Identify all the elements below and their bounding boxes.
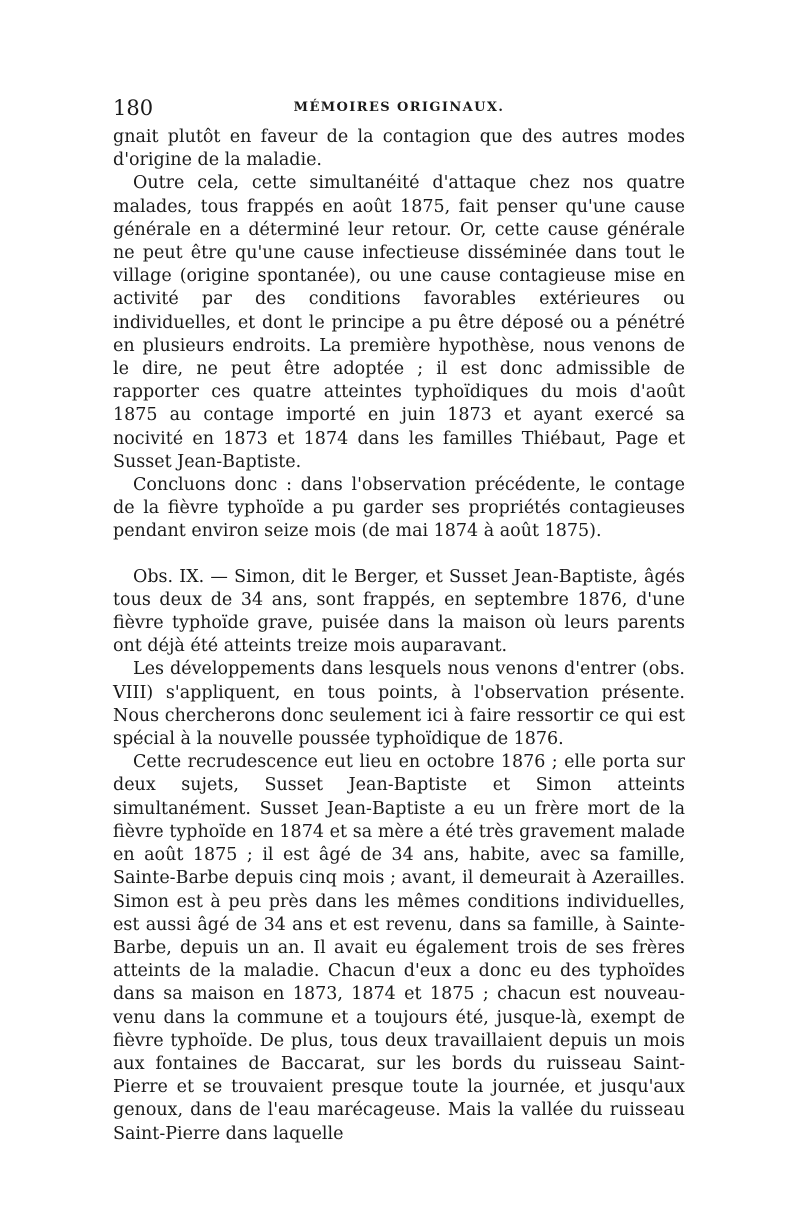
paragraph: Obs. IX. — Simon, dit le Berger, et Susset Jean-Baptiste, âgés tous deux de 34 ans, sont frappés, en septembre 1876, d'une fièvre typhoïde grave, puisée dans la maison où leurs parents ont déjà été atteints treize mois auparavant. xyxy=(113,566,685,657)
section-gap xyxy=(113,544,685,566)
paragraph: Les développements dans lesquels nous venons d'entrer (obs. VIII) s'appliquent, en tous points, à l'observation présente. Nous chercherons donc seulement ici à faire ressortir ce qui est spécial à la nouvelle poussée typhoïdique de 1876. xyxy=(113,659,685,750)
paragraph: Cette recrudescence eut lieu en octobre 1876 ; elle porta sur deux sujets, Susset Jean-Baptiste et Simon atteints simultanément. Susset Jean-Baptiste a eu un frère mort de la fièvre typhoïde en 1874 et sa mère a été très gravement malade en août 1875 ; il est âgé de 34 ans, habite, avec sa famille, Sainte-Barbe depuis cinq mois ; avant, il demeurait à Azerailles. Simon est à peu près dans les mêmes conditions individuelles, est aussi âgé de 34 ans et est revenu, dans sa famille, à Sainte-Barbe, depuis un an. Il avait eu également trois de ses frères atteints de la maladie. Chacun d'eux a donc eu des typhoïdes dans sa maison en 1873, 1874 et 1875 ; chacun est nouveau-venu dans la commune et a toujours été, jusque-là, exempt de fièvre typhoïde. De plus, tous deux travaillaient depuis un mois aux fontaines de Baccarat, sur les bords du ruisseau Saint-Pierre et se trouvaient presque toute la journée, et jusqu'aux genoux, dans de l'eau marécageuse. Mais la vallée du ruisseau Saint-Pierre dans laquelle xyxy=(113,752,685,1144)
running-head: MÉMOIRES ORIGINAUX. xyxy=(293,100,505,115)
page-header xyxy=(113,96,685,126)
paragraph: Concluons donc : dans l'observation précédente, le contage de la fièvre typhoïde a pu garder ses propriétés contagieuses pendant environ seize mois (de mai 1874 à août 1875). xyxy=(113,475,685,542)
body-text xyxy=(113,126,685,1146)
paragraph: Outre cela, cette simultanéité d'attaque chez nos quatre malades, tous frappés en août 1875, fait penser qu'une cause générale en a déterminé leur retour. Or, cette cause générale ne peut être qu'une cause infectieuse disséminée dans tout le village (origine spontanée), ou une cause contagieuse mise en activité par des conditions favorables extérieures ou individuelles, et dont le principe a pu être déposé ou a pénétré en plusieurs endroits. La première hypothèse, nous venons de le dire, ne peut être adoptée ; il est donc admissible de rapporter ces quatre atteintes typhoïdiques du mois d'août 1875 au contage importé en juin 1873 et ayant exercé sa nocivité en 1873 et 1874 dans les familles Thiébaut, Page et Susset Jean-Baptiste. xyxy=(113,173,685,472)
book-page xyxy=(113,96,685,1146)
paragraph: gnait plutôt en faveur de la contagion que des autres modes d'origine de la maladie. xyxy=(113,127,685,171)
page-number: 180 xyxy=(113,96,154,120)
